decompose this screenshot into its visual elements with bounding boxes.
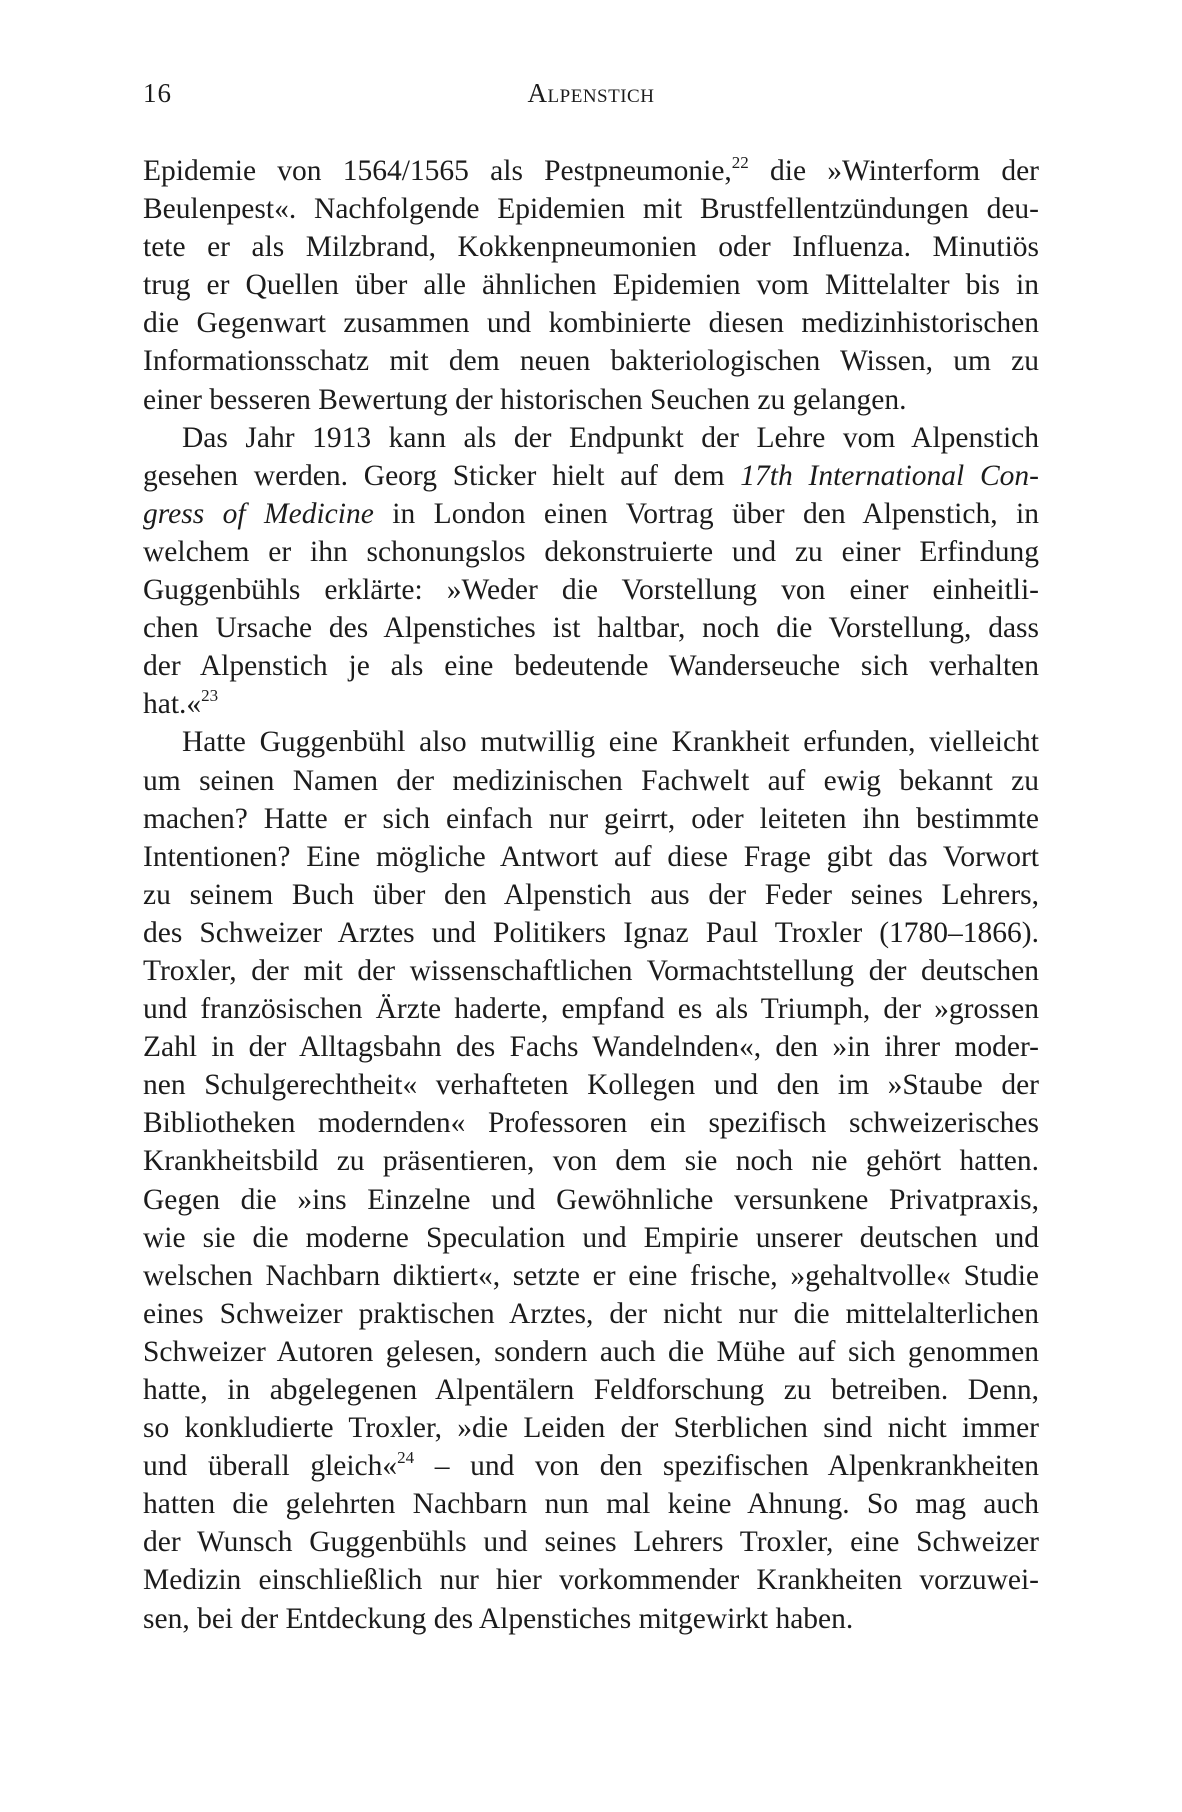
text-line: [143, 1447, 1039, 1485]
text-segment: chen Ursache des Alpenstiches ist haltbar, noch die Vorstellung, dass: [143, 612, 1039, 645]
text-line: [143, 723, 1039, 761]
text-line: [143, 190, 1039, 228]
text-segment: – und von den spezifischen Alpenkrankheiten: [414, 1450, 1040, 1483]
footnote-marker: 22: [731, 153, 749, 172]
paragraph: [143, 723, 1039, 1637]
text-line: [143, 457, 1039, 495]
text-line: [143, 876, 1039, 914]
text-segment: zu seinem Buch über den Alpenstich aus der Feder seines Lehrers,: [143, 878, 1039, 911]
text-line: [143, 571, 1039, 609]
text-segment: machen? Hatte er sich einfach nur geirrt, oder leiteten ihn bestimmte: [143, 802, 1039, 835]
text-line: [143, 266, 1039, 304]
running-title: Alpenstich: [527, 78, 655, 108]
text-segment: Epidemie von 1564/1565 als Pestpneumonie,: [143, 155, 732, 187]
text-line: [143, 1333, 1039, 1371]
page-number: 16: [143, 78, 172, 108]
text-segment: der Alpenstich je als eine bedeutende Wanderseuche sich verhalten: [143, 650, 1039, 683]
text-segment: trug er Quellen über alle ähnlichen Epidemien vom Mittelalter bis in: [143, 269, 1039, 302]
text-line: [143, 1409, 1039, 1447]
text-segment: sen, bei der Entdeckung des Alpenstiches mitgewirkt haben.: [143, 1602, 854, 1635]
text-segment: welchem er ihn schonungslos dekonstruierte und zu einer Erfindung: [143, 535, 1039, 568]
text-line: [143, 685, 1039, 723]
text-segment: wie sie die moderne Speculation und Empirie unserer deutschen und: [143, 1221, 1039, 1254]
text-segment: Beulenpest«. Nachfolgende Epidemien mit Brustfellentzündungen deu-: [143, 193, 1039, 226]
text-segment: Guggenbühls erklärte: »Weder die Vorstellung von einer einheitli-: [143, 574, 1039, 607]
text-line: [143, 304, 1039, 342]
italic-text: gress of Medicine: [143, 497, 374, 530]
text-segment: Medizin einschließlich nur hier vorkommender Krankheiten vorzuwei-: [143, 1564, 1039, 1597]
text-segment: eines Schweizer praktischen Arztes, der nicht nur die mittelalterlichen: [143, 1297, 1039, 1330]
text-line: [143, 533, 1039, 571]
text-segment: des Schweizer Arztes und Politikers Ignaz Paul Troxler (1780–1866).: [143, 916, 1039, 949]
text-segment: einer besseren Bewertung der historischen Seuchen zu gelangen.: [143, 383, 907, 416]
text-segment: tete er als Milzbrand, Kokkenpneumonien oder Influenza. Minutiös: [143, 231, 1039, 264]
text-segment: Schweizer Autoren gelesen, sondern auch die Mühe auf sich genommen: [143, 1335, 1039, 1368]
text-segment: gesehen werden. Georg Sticker hielt auf dem: [143, 459, 741, 492]
text-line: [143, 1066, 1039, 1104]
text-segment: und französischen Ärzte haderte, empfand es als Triumph, der »grossen: [143, 993, 1039, 1026]
text-line: [143, 381, 1039, 419]
text-segment: die Gegenwart zusammen und kombinierte diesen medizinhistorischen: [143, 307, 1039, 340]
text-line: [143, 1600, 1039, 1638]
text-line: [143, 990, 1039, 1028]
body-text: [143, 152, 1039, 1638]
paragraph: [143, 419, 1039, 724]
text-line: [143, 152, 1039, 190]
text-segment: so konkludierte Troxler, »die Leiden der Sterblichen sind nicht immer: [143, 1412, 1039, 1445]
text-segment: hat.«: [143, 688, 202, 721]
text-line: [143, 762, 1039, 800]
text-line: [143, 1485, 1039, 1523]
text-segment: um seinen Namen der medizinischen Fachwelt auf ewig bekannt zu: [143, 764, 1039, 797]
italic-text: 17th International Con-: [740, 459, 1039, 492]
text-line: [143, 1104, 1039, 1142]
text-segment: Bibliotheken modernden« Professoren ein spezifisch schweizerisches: [143, 1107, 1039, 1140]
text-line: [143, 495, 1039, 533]
text-segment: der Wunsch Guggenbühls und seines Lehrers Troxler, eine Schweizer: [143, 1526, 1039, 1559]
text-segment: Gegen die »ins Einzelne und Gewöhnliche versunkene Privatpraxis,: [143, 1183, 1039, 1216]
text-line: [143, 1142, 1039, 1180]
text-line: [143, 800, 1039, 838]
text-line: [143, 1371, 1039, 1409]
text-segment: Troxler, der mit der wissenschaftlichen Vormachtstellung der deutschen: [143, 954, 1039, 987]
text-segment: nen Schulgerechtheit« verhafteten Kollegen und den im »Staube der: [143, 1069, 1039, 1102]
text-line: [143, 1295, 1039, 1333]
footnote-marker: 23: [201, 686, 219, 706]
text-line: [143, 1561, 1039, 1599]
text-segment: Informationsschatz mit dem neuen bakteriologischen Wissen, um zu: [143, 345, 1039, 378]
text-segment: Hatte Guggenbühl also mutwillig eine Krankheit erfunden, vielleicht: [182, 726, 1039, 759]
text-line: [143, 1028, 1039, 1066]
text-segment: Krankheitsbild zu präsentieren, von dem sie noch nie gehört hatten.: [143, 1145, 1039, 1178]
text-segment: Intentionen? Eine mögliche Antwort auf diese Frage gibt das Vorwort: [143, 840, 1039, 873]
text-line: [143, 1181, 1039, 1219]
running-head: [143, 76, 1039, 110]
text-line: [143, 609, 1039, 647]
text-segment: hatte, in abgelegenen Alpentälern Feldforschung zu betreiben. Denn,: [143, 1374, 1039, 1406]
text-segment: in London einen Vortrag über den Alpenstich, in: [373, 497, 1039, 530]
text-line: [143, 838, 1039, 876]
text-line: [143, 1219, 1039, 1257]
text-line: [143, 647, 1039, 685]
text-line: [143, 228, 1039, 266]
footnote-marker: 24: [397, 1448, 415, 1468]
text-segment: Das Jahr 1913 kann als der Endpunkt der Lehre vom Alpenstich: [182, 421, 1039, 454]
text-segment: Zahl in der Alltagsbahn des Fachs Wandelnden«, den »in ihrer moder-: [143, 1031, 1039, 1064]
text-line: [143, 914, 1039, 952]
text-segment: und überall gleich«: [143, 1450, 398, 1483]
text-segment: hatten die gelehrten Nachbarn nun mal keine Ahnung. So mag auch: [143, 1488, 1039, 1521]
text-segment: die »Winterform der: [748, 155, 1039, 187]
text-line: [143, 1257, 1039, 1295]
text-segment: welschen Nachbarn diktiert«, setzte er eine frische, »gehaltvolle« Studie: [143, 1259, 1039, 1292]
text-line: [143, 419, 1039, 457]
paragraph: [143, 152, 1039, 419]
text-line: [143, 952, 1039, 990]
text-line: [143, 1523, 1039, 1561]
text-line: [143, 342, 1039, 380]
